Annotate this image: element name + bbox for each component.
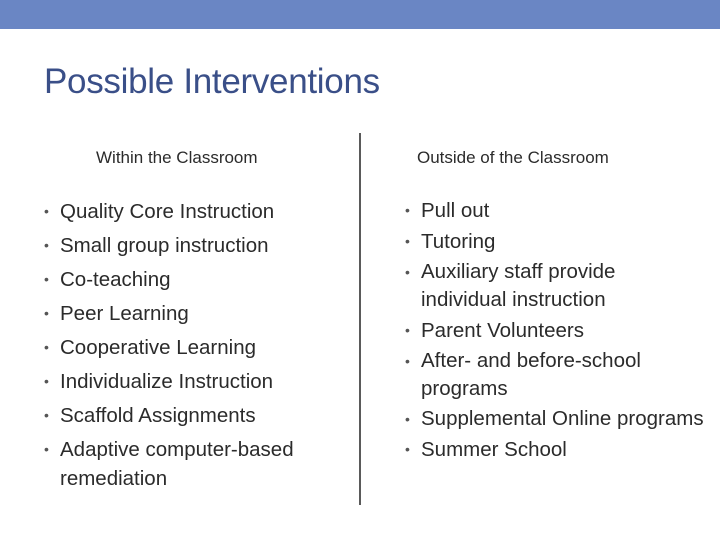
bullet-icon: • [405, 322, 410, 338]
list-item [44, 265, 344, 294]
left-bullet-list [44, 197, 344, 498]
list-item [405, 227, 705, 256]
bullet-icon: • [44, 305, 49, 321]
bullet-icon: • [44, 271, 49, 287]
right-bullet-list [405, 196, 705, 466]
list-item-text: Scaffold Assignments [60, 404, 256, 427]
list-item-text: Pull out [421, 199, 490, 222]
list-item [44, 197, 344, 226]
list-item-text: Co-teaching [60, 268, 171, 291]
list-item-text: Peer Learning [60, 302, 189, 325]
bullet-icon: • [405, 233, 410, 249]
bullet-icon: • [405, 202, 410, 218]
bullet-icon: • [44, 373, 49, 389]
list-item [44, 401, 344, 430]
bullet-icon: • [44, 339, 49, 355]
list-item [44, 333, 344, 362]
list-item-text: Individualize Instruction [60, 370, 274, 393]
bullet-icon: • [44, 237, 49, 253]
list-item-text: Auxiliary staff provide individual instruction [421, 260, 616, 311]
list-item-text: Summer School [421, 438, 567, 461]
list-item [405, 316, 705, 345]
list-item [405, 435, 705, 464]
list-item-text: Quality Core Instruction [60, 200, 275, 223]
column-divider [359, 133, 361, 505]
bullet-icon: • [405, 264, 410, 280]
list-item-text: Tutoring [421, 230, 496, 253]
list-item [44, 367, 344, 396]
list-item [44, 299, 344, 328]
slide-title: Possible Interventions [44, 62, 380, 101]
list-item [405, 347, 705, 403]
list-item-text: Supplemental Online programs [421, 407, 704, 430]
bullet-icon: • [44, 407, 49, 423]
list-item-text: After- and before-school programs [421, 349, 641, 400]
list-item [405, 258, 705, 314]
list-item [405, 196, 705, 225]
list-item-text: Small group instruction [60, 234, 269, 257]
list-item-text: Adaptive computer-based remediation [60, 438, 294, 490]
list-item-text: Parent Volunteers [421, 319, 584, 342]
bullet-icon: • [44, 203, 49, 219]
list-item-text: Cooperative Learning [60, 336, 257, 359]
list-item [44, 435, 344, 493]
right-column-heading: Outside of the Classroom [417, 148, 609, 167]
list-item [44, 231, 344, 260]
bullet-icon: • [405, 411, 410, 427]
bullet-icon: • [405, 441, 410, 457]
list-item [405, 405, 705, 433]
bullet-icon: • [44, 441, 49, 457]
left-column-heading: Within the Classroom [96, 148, 258, 167]
bullet-icon: • [405, 353, 410, 369]
top-accent-bar [0, 0, 720, 29]
